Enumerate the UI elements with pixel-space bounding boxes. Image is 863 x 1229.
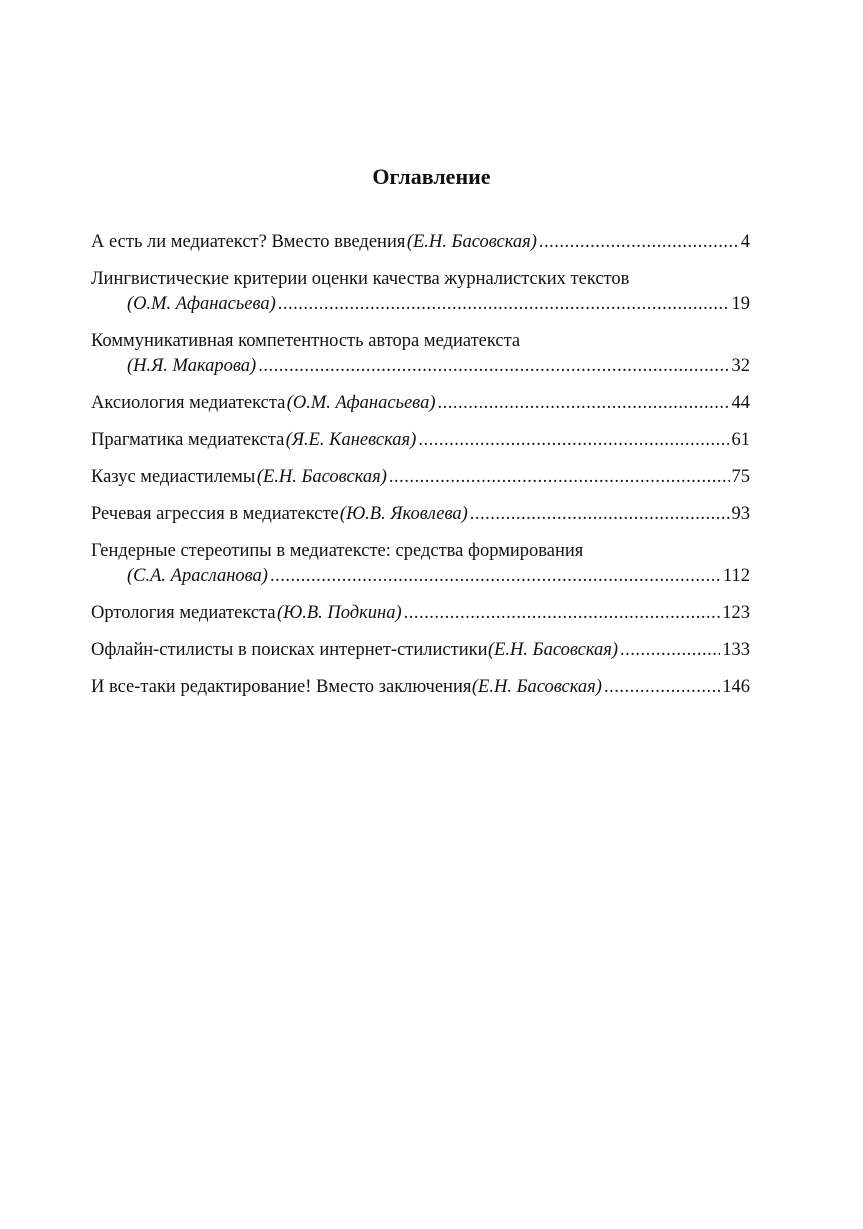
- toc-entry-page: 93: [731, 504, 750, 524]
- toc-entry-page: 112: [722, 566, 750, 586]
- toc-line: [91, 601, 750, 626]
- toc-entry: [91, 465, 750, 490]
- toc-entry-page: 75: [731, 467, 750, 487]
- toc-line: [91, 292, 750, 317]
- toc-entry-author: (С.А. Арасланова): [127, 566, 268, 586]
- toc-entry-title: Офлайн-стилисты в поисках интернет-стилистики: [91, 640, 488, 660]
- toc-line: [91, 564, 750, 589]
- toc-entry-page: 146: [722, 677, 750, 697]
- toc-line: [91, 391, 750, 416]
- toc-entry-title: Речевая агрессия в медиатексте: [91, 504, 339, 524]
- dot-leader: [389, 465, 730, 490]
- toc-entry-page: 4: [740, 232, 750, 252]
- toc-line: [91, 675, 750, 700]
- dot-leader: [437, 391, 729, 416]
- toc-entry: [91, 638, 750, 663]
- toc-entry: [91, 329, 750, 379]
- toc-entry-author: (Е.Н. Басовская): [471, 677, 602, 697]
- toc-entry-title: И все-таки редактирование! Вместо заключения: [91, 677, 472, 697]
- toc-entry-author: (Ю.В. Яковлева): [339, 504, 468, 524]
- toc-entry-author: (Н.Я. Макарова): [127, 356, 257, 376]
- toc-line: [91, 354, 750, 379]
- toc-entry-author: (Е.Н. Басовская): [256, 467, 387, 487]
- dot-leader: [278, 292, 730, 317]
- toc-entry-page: 32: [731, 356, 750, 376]
- toc-line: [91, 539, 750, 564]
- toc-entry-page: 123: [722, 603, 750, 623]
- dot-leader: [539, 230, 739, 255]
- toc-entry-title: А есть ли медиатекст? Вместо введения: [91, 232, 406, 252]
- toc-entry: [91, 601, 750, 626]
- toc-entry-title: Коммуникативная компетентность автора медиатекста: [91, 331, 521, 351]
- toc-entry-author: (О.М. Афанасьева): [127, 294, 276, 314]
- toc-entry: [91, 539, 750, 589]
- toc-entry: [91, 267, 750, 317]
- toc-entry-title: Казус медиастилемы: [91, 467, 256, 487]
- toc-entry-title: Аксиология медиатекста: [91, 393, 286, 413]
- toc-entry-title: Ортология медиатекста: [91, 603, 276, 623]
- toc-line: [91, 428, 750, 453]
- dot-leader: [404, 601, 721, 626]
- toc-entry-page: 133: [722, 640, 750, 660]
- toc-entry: [91, 675, 750, 700]
- toc-entry-author: (Е.Н. Басовская): [406, 232, 537, 252]
- toc-entry-page: 19: [731, 294, 750, 314]
- toc-entry-page: 44: [731, 393, 750, 413]
- dot-leader: [470, 502, 730, 527]
- toc-entry: [91, 230, 750, 255]
- dot-leader: [620, 638, 720, 663]
- toc-entry: [91, 502, 750, 527]
- table-of-contents: [91, 230, 750, 700]
- toc-entry-author: (Ю.В. Подкина): [277, 603, 402, 623]
- toc-entry: [91, 428, 750, 453]
- dot-leader: [604, 675, 720, 700]
- toc-entry-author: (Е.Н. Басовская): [487, 640, 619, 660]
- toc-entry: [91, 391, 750, 416]
- toc-line: [91, 502, 750, 527]
- toc-line: [91, 465, 750, 490]
- dot-leader: [258, 354, 729, 379]
- toc-line: [91, 267, 750, 292]
- toc-line: [91, 638, 750, 663]
- page-title: Оглавление: [372, 164, 491, 189]
- toc-entry-author: (Я.Е. Каневская): [285, 430, 417, 450]
- toc-line: [91, 230, 750, 255]
- toc-entry-title: Прагматика медиатекста: [91, 430, 285, 450]
- toc-entry-title: Лингвистические критерии оценки качества журналистских текстов: [91, 269, 630, 289]
- dot-leader: [418, 428, 729, 453]
- toc-entry-title: Гендерные стереотипы в медиатексте: средства формирования: [91, 541, 584, 561]
- toc-entry-page: 61: [731, 430, 750, 450]
- dot-leader: [270, 564, 721, 589]
- toc-line: [91, 329, 750, 354]
- toc-entry-author: (О.М. Афанасьева): [286, 393, 436, 413]
